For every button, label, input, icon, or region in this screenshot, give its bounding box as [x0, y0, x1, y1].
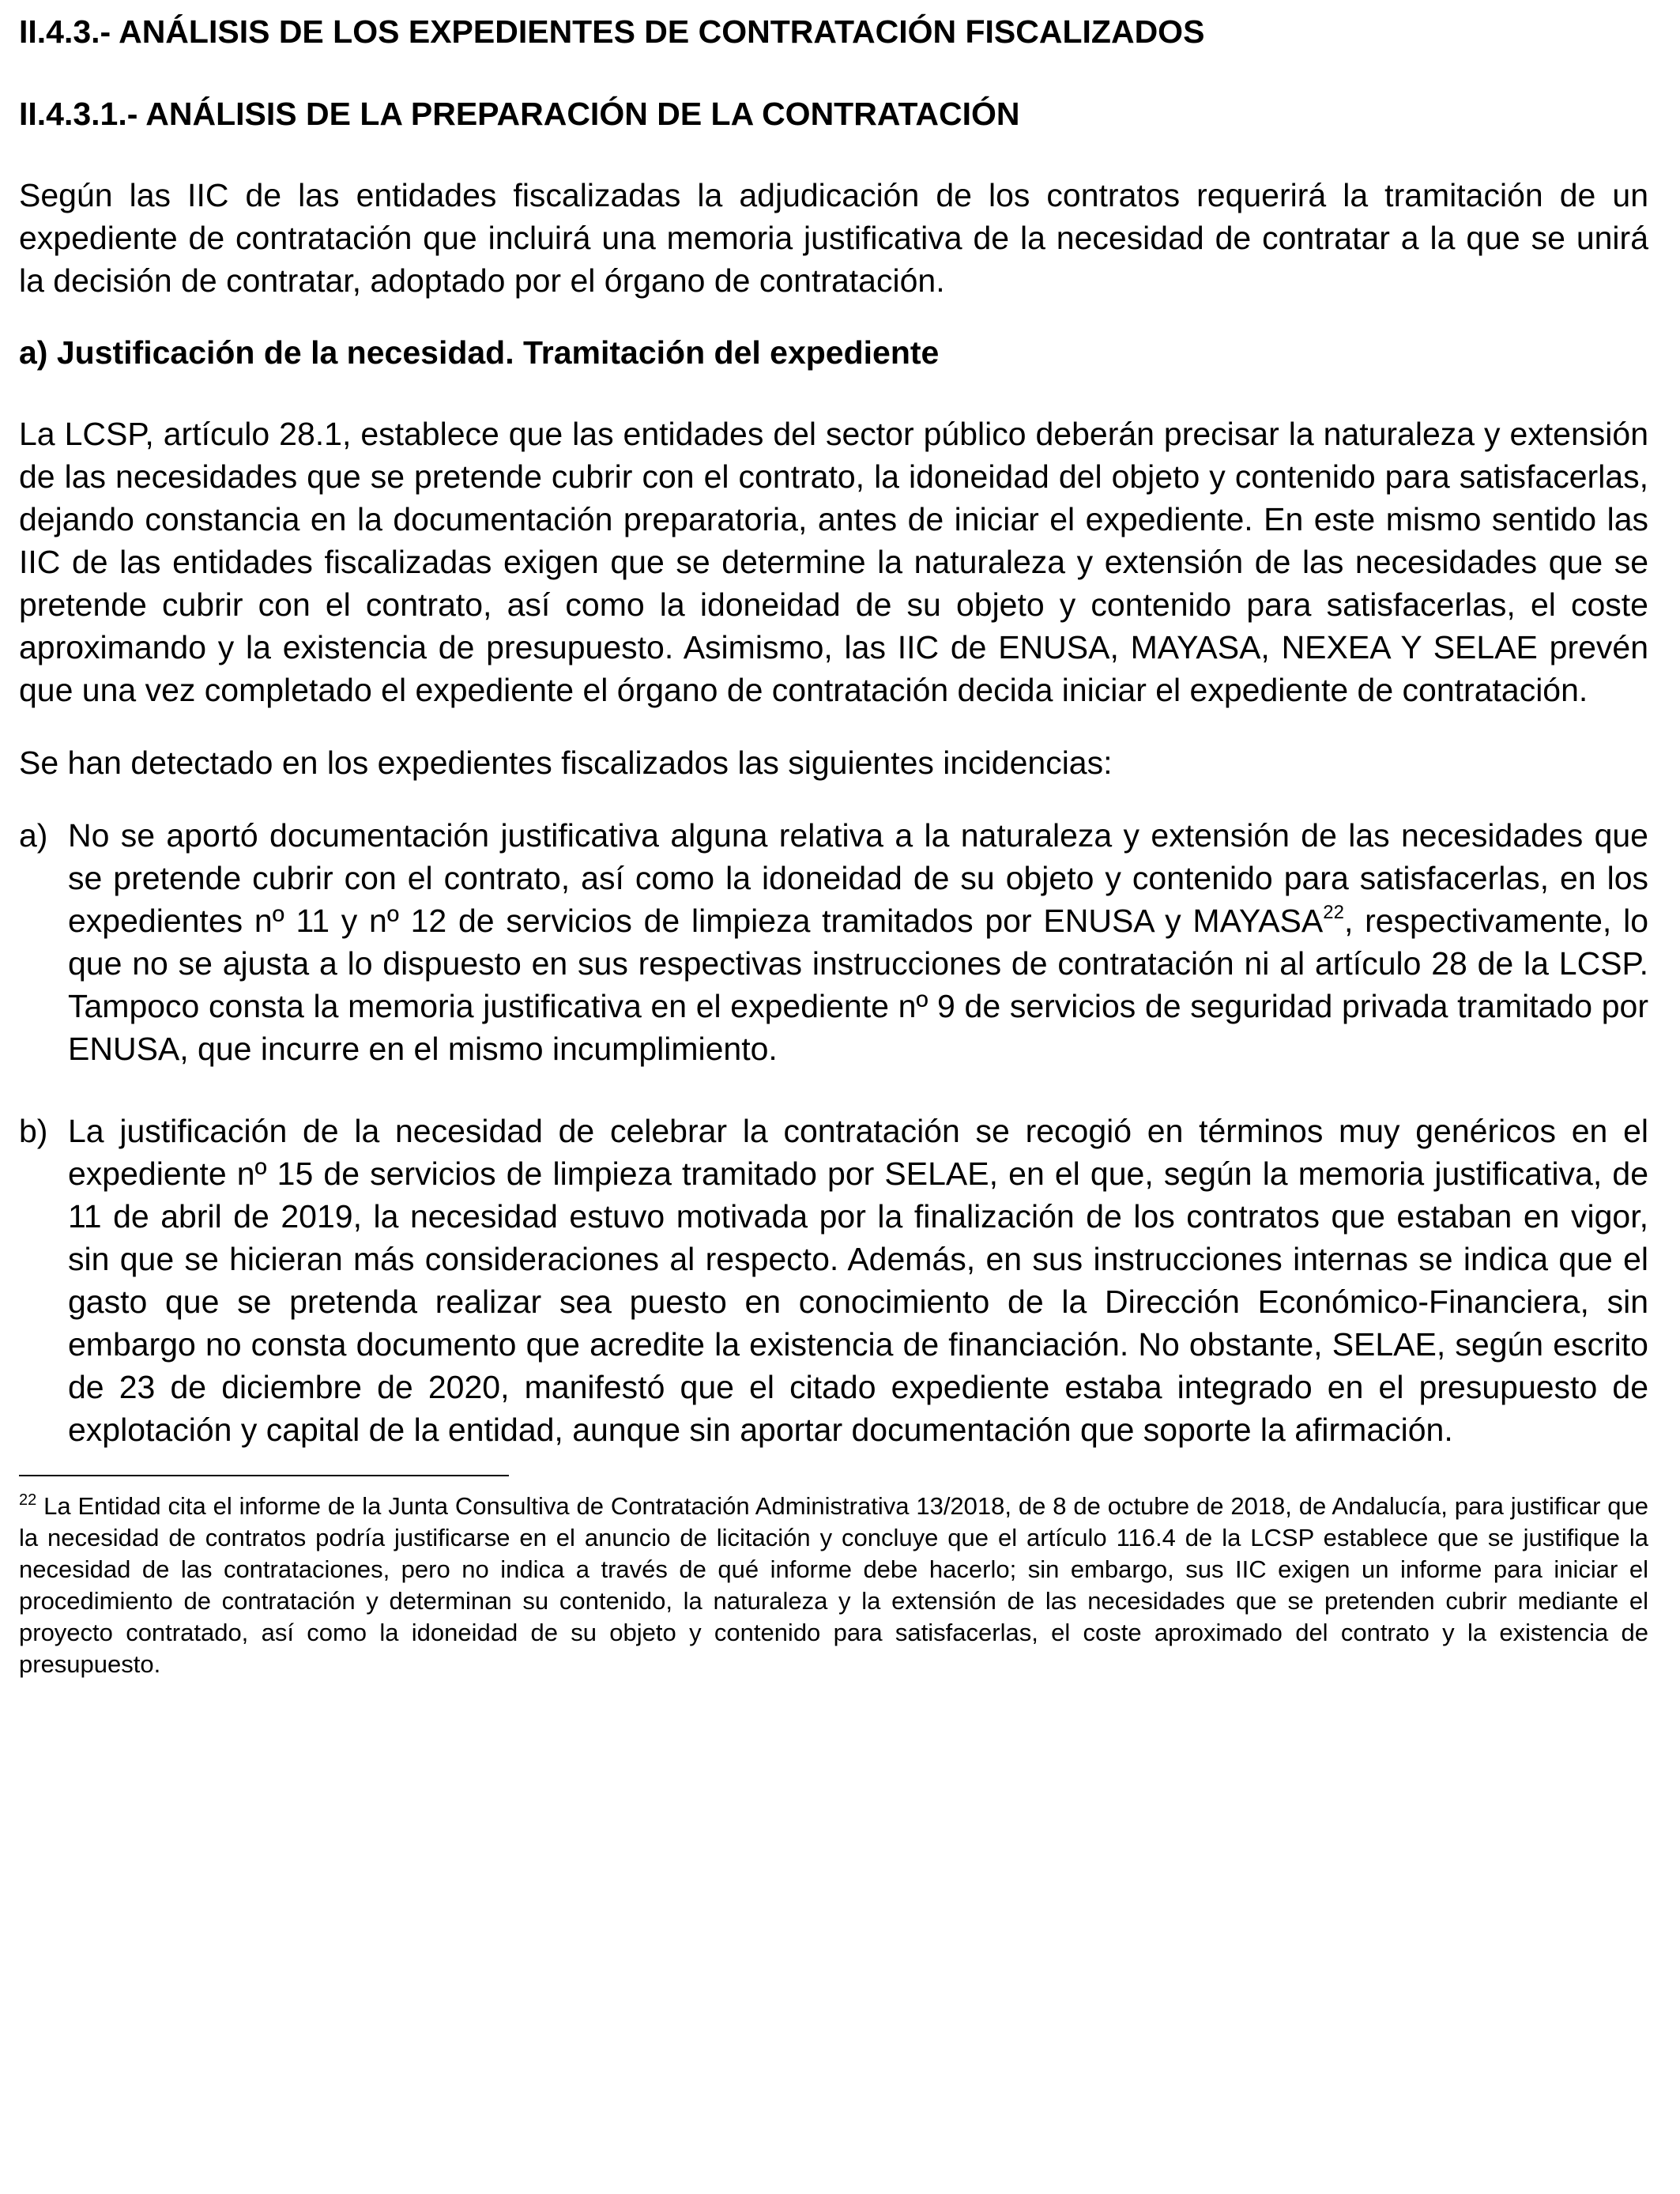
footnote-text: La Entidad cita el informe de la Junta Consultiva de Contratación Administrativa 13/2018, de 8 de octubre de 2018, de Andalucía, para justificar que la necesidad de contratos podría justificarse en el anuncio de licitación y concluye que el artículo 116.4 de la LCSP establece que se justifique la necesidad de las contrataciones, pero no indica a través de qué informe debe hacerlo; sin embargo, sus IIC exigen un informe para iniciar el procedimiento de contratación y determinan su contenido, la naturaleza y la extensión de las necesidades que se pretenden cubrir mediante el proyecto contratado, así como la idoneidad de su objeto y contenido para satisfacerlas, el coste aproximado del contrato y la existencia de presupuesto.: [19, 1492, 1648, 1678]
incidences-intro: Se han detectado en los expedientes fiscalizados las siguientes incidencias:: [19, 745, 1113, 781]
subsection-heading: II.4.3.1.- ANÁLISIS DE LA PREPARACIÓN DE LA CONTRATACIÓN: [19, 96, 1020, 132]
incidence-text-part: No se aportó documentación justificativa alguna relativa a la naturaleza y extensión de las necesidades que se pretende cubrir con el contrato, así como la idoneidad de su objeto y contenido para satisfacerlas, en los expedientes nº 11 y nº 12 de servicios de limpieza tramitados por ENUSA y MAYASA: [68, 817, 1648, 939]
list-marker: a): [19, 817, 48, 854]
footnote-number: 22: [19, 1491, 37, 1509]
incidence-item-a: [19, 814, 1648, 1070]
list-marker: b): [19, 1113, 48, 1149]
footnote-reference[interactable]: 22: [1323, 902, 1344, 923]
incidence-text-part: , respectivamente, lo que no se ajusta a lo dispuesto en sus respectivas instrucciones de contratación ni al artículo 28 de la LCSP. Tampoco consta la memoria justificativa en el expediente nº 9 de servicios de seguridad privada tramitado por ENUSA, que incurre en el mismo incumplimiento.: [68, 903, 1648, 1067]
incidence-item-b: [19, 1110, 1648, 1451]
footnote-divider: [19, 1475, 509, 1476]
footnote: [19, 1491, 1648, 1680]
incidences-list: [19, 814, 1648, 1451]
incidence-text: La justificación de la necesidad de celebrar la contratación se recogió en términos muy genéricos en el expediente nº 15 de servicios de limpieza tramitado por SELAE, en el que, según la memoria justificativa, de 11 de abril de 2019, la necesidad estuvo motivada por la finalización de los contratos que estaban en vigor, sin que se hicieran más consideraciones al respecto. Además, en sus instrucciones internas se indica que el gasto que se pretenda realizar sea puesto en conocimiento de la Dirección Económico-Financiera, sin embargo no consta documento que acredite la existencia de financiación. No obstante, SELAE, según escrito de 23 de diciembre de 2020, manifestó que el citado expediente estaba integrado en el presupuesto de explotación y capital de la entidad, aunque sin aportar documentación que soporte la afirmación.: [68, 1113, 1648, 1448]
section-a-paragraph: La LCSP, artículo 28.1, establece que las entidades del sector público deberán precisar la naturaleza y extensión de las necesidades que se pretende cubrir con el contrato, la idoneidad del objeto y contenido para satisfacerlas, dejando constancia en la documentación preparatoria, antes de iniciar el expediente. En este mismo sentido las IIC de las entidades fiscalizadas exigen que se determine la naturaleza y extensión de las necesidades que se pretende cubrir con el contrato, así como la idoneidad de su objeto y contenido para satisfacerlas, el coste aproximando y la existencia de presupuesto. Asimismo, las IIC de ENUSA, MAYASA, NEXEA Y SELAE prevén que una vez completado el expediente el órgano de contratación decida iniciar el expediente de contratación.: [19, 416, 1648, 708]
section-a-title: a) Justificación de la necesidad. Tramitación del expediente: [19, 334, 940, 371]
intro-paragraph: Según las IIC de las entidades fiscalizadas la adjudicación de los contratos requerirá la tramitación de un expediente de contratación que incluirá una memoria justificativa de la necesidad de contratar a la que se unirá la decisión de contratar, adoptado por el órgano de contratación.: [19, 177, 1648, 299]
incidence-text: [68, 814, 1648, 1070]
section-heading: II.4.3.- ANÁLISIS DE LOS EXPEDIENTES DE CONTRATACIÓN FISCALIZADOS: [19, 13, 1205, 50]
